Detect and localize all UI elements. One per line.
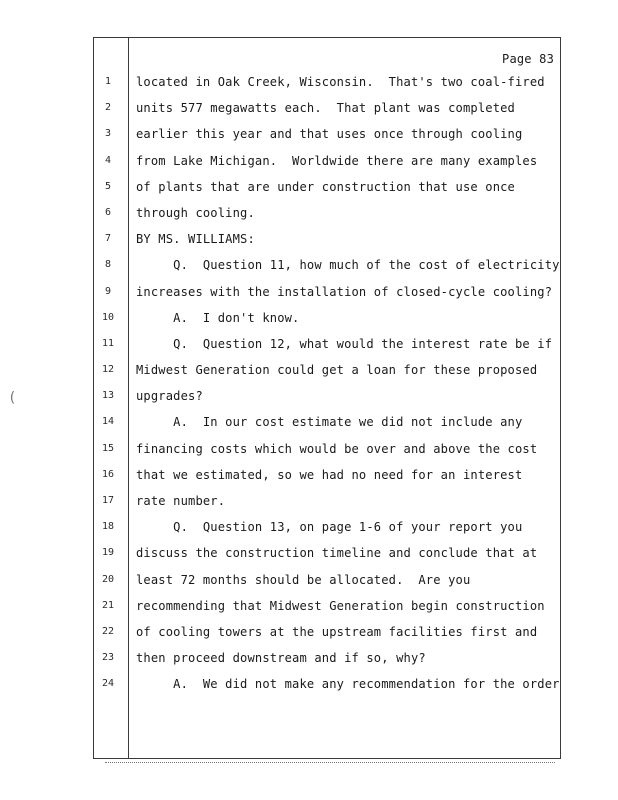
line-text: Midwest Generation could get a loan for these proposed — [136, 363, 538, 378]
line-text: Q. Question 13, on page 1-6 of your report you — [136, 520, 523, 535]
line-text: recommending that Midwest Generation begin construction — [136, 598, 545, 613]
margin-mark: ( — [8, 390, 17, 406]
line-text: upgrades? — [136, 389, 203, 404]
line-text: least 72 months should be allocated. Are you — [136, 572, 471, 587]
line-number: 6 — [104, 206, 112, 218]
line-text: increases with the installation of closed-cycle cooling? — [136, 284, 553, 299]
transcript-line — [93, 465, 561, 491]
transcript-line — [93, 648, 561, 674]
line-number: 8 — [104, 259, 112, 271]
line-text: that we estimated, so we had no need for an interest — [136, 467, 523, 482]
transcript-line — [93, 255, 561, 281]
transcript-line — [93, 543, 561, 569]
transcript-line — [93, 98, 561, 124]
line-number: 4 — [104, 154, 112, 166]
transcript-line — [93, 334, 561, 360]
transcript-line — [93, 596, 561, 622]
transcript-line — [93, 517, 561, 543]
line-number: 10 — [101, 311, 115, 323]
transcript-line — [93, 72, 561, 98]
line-text: rate number. — [136, 494, 226, 508]
line-text: financing costs which would be over and above the cost — [136, 441, 538, 456]
line-number: 23 — [101, 652, 115, 664]
line-number: 5 — [104, 180, 112, 192]
line-text: of plants that are under construction that use once — [136, 179, 515, 194]
transcript-line — [93, 386, 561, 412]
line-number: 19 — [101, 547, 115, 559]
line-number: 21 — [101, 599, 115, 611]
footer-rule — [105, 762, 555, 765]
transcript-line — [93, 439, 561, 465]
line-number: 3 — [104, 128, 112, 140]
transcript-line — [93, 412, 561, 438]
line-text: A. In our cost estimate we did not include any — [136, 415, 523, 430]
transcript-line — [93, 491, 561, 517]
transcript-line — [93, 308, 561, 334]
line-text: located in Oak Creek, Wisconsin. That's two coal-fired — [136, 75, 545, 89]
transcript-line — [93, 674, 561, 700]
line-number: 14 — [101, 416, 115, 428]
line-number: 12 — [101, 364, 115, 376]
line-text: of cooling towers at the upstream facilities first and — [136, 624, 538, 639]
transcript-line — [93, 229, 561, 255]
line-number: 22 — [101, 625, 115, 637]
line-number: 24 — [101, 678, 115, 690]
line-number: 16 — [101, 468, 115, 480]
line-text: then proceed downstream and if so, why? — [136, 651, 426, 666]
line-number: 1 — [104, 76, 112, 87]
line-text: A. We did not make any recommendation for the order — [136, 677, 560, 692]
transcript-line — [93, 151, 561, 177]
transcript-line — [93, 622, 561, 648]
line-text: earlier this year and that uses once through cooling — [136, 127, 523, 142]
transcript-line — [93, 203, 561, 229]
line-text: units 577 megawatts each. That plant was completed — [136, 101, 515, 116]
line-number: 20 — [101, 573, 115, 585]
transcript-line — [93, 124, 561, 150]
transcript-line — [93, 360, 561, 386]
line-number: 18 — [101, 521, 115, 533]
line-text: BY MS. WILLIAMS: — [136, 232, 255, 247]
line-text: Q. Question 12, what would the interest rate be if — [136, 336, 553, 351]
line-text: Q. Question 11, how much of the cost of electricity — [136, 258, 560, 273]
line-number: 2 — [104, 102, 112, 114]
line-number: 13 — [101, 390, 115, 402]
transcript-line — [93, 282, 561, 308]
line-number: 17 — [101, 495, 115, 506]
line-text: from Lake Michigan. Worldwide there are many examples — [136, 153, 538, 168]
line-number: 7 — [104, 233, 112, 245]
line-text: A. I don't know. — [136, 310, 300, 325]
page-number: Page 83 — [502, 52, 554, 66]
transcript-line — [93, 570, 561, 596]
transcript-line — [93, 177, 561, 203]
line-number: 9 — [104, 285, 112, 297]
transcript-body — [93, 72, 561, 701]
line-number: 11 — [101, 337, 115, 349]
line-text: through cooling. — [136, 205, 255, 220]
line-text: discuss the construction timeline and conclude that at — [136, 546, 538, 561]
line-number: 15 — [101, 442, 115, 454]
